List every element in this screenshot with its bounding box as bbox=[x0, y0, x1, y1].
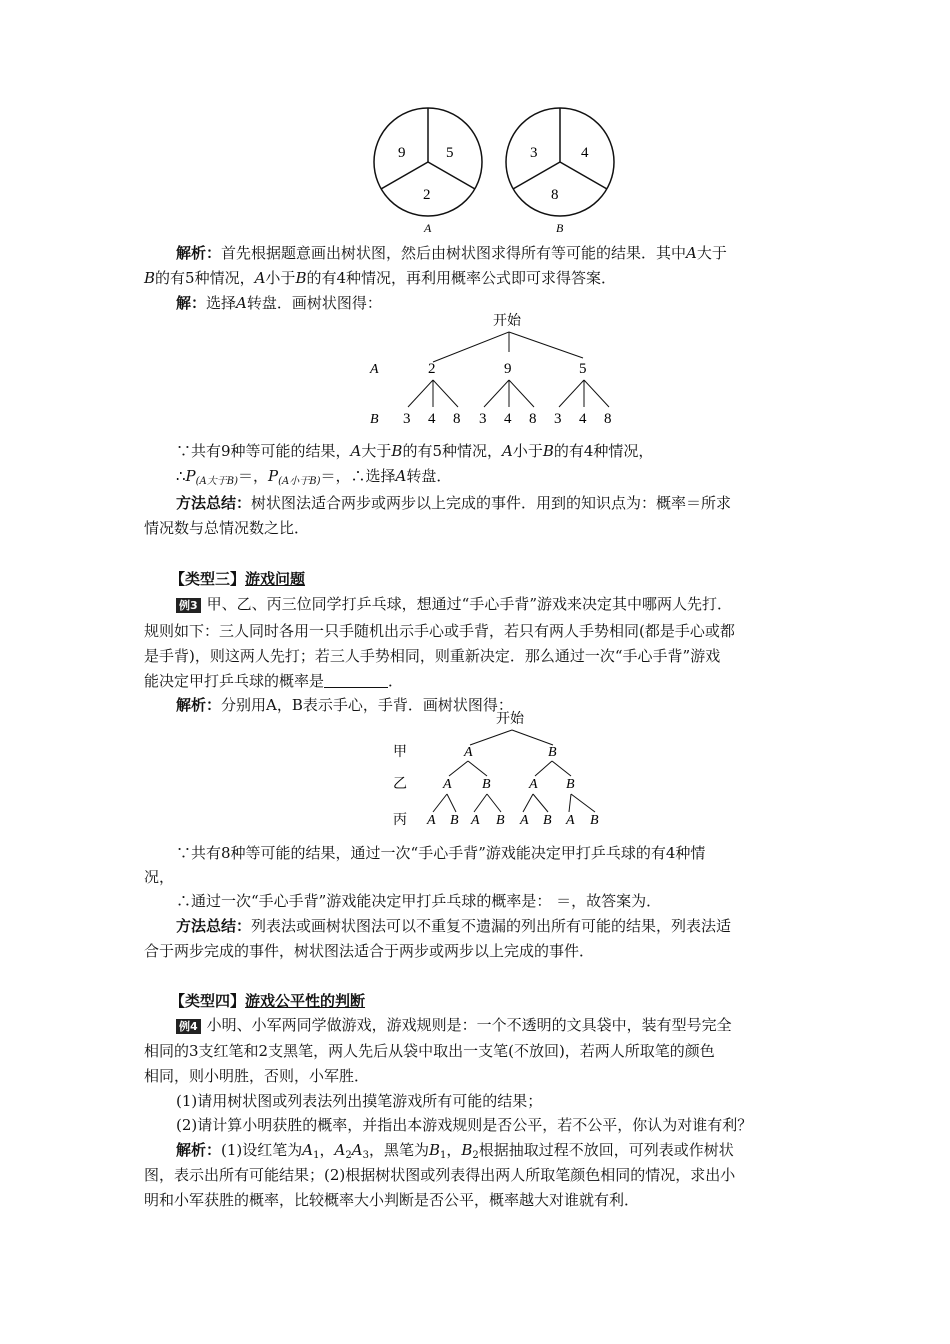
tree1-l2-node: 8 bbox=[529, 411, 537, 427]
tree-diagram-spinner bbox=[0, 310, 950, 430]
type3-question-line3: 是手背)，则这两人先打；若三人手势相同，则重新决定．那么通过一次“手心手背”游戏 bbox=[144, 647, 721, 665]
tree1-l2-node: 3 bbox=[554, 411, 562, 427]
ex2-result-line1: ∵共有9种等可能的结果，A大于B的有5种情况，A小于B的有4种情况， bbox=[176, 442, 654, 460]
tree1-l1-node: 2 bbox=[428, 361, 436, 377]
tree1-l2-node: 4 bbox=[428, 411, 436, 427]
spinner-a-number-2: 5 bbox=[446, 145, 454, 161]
spinner-a bbox=[374, 108, 482, 235]
tree1-l1-node: 9 bbox=[504, 361, 512, 377]
tree2-l2-node: B bbox=[566, 777, 575, 792]
tree2-row3-label: 丙 bbox=[393, 813, 407, 828]
ex2-result-line2: $\therefore P_{(A大于B)}=$，$P_{(A小于B)}=$，∴选择A转盘． bbox=[176, 467, 452, 487]
tree2-row2-label: 乙 bbox=[393, 777, 407, 792]
tree-diagram-hands bbox=[0, 708, 950, 833]
tree1-row-b-label: B bbox=[370, 412, 379, 427]
type4-question-line2: 相同的3支红笔和2支黑笔，两人先后从袋中取出一支笔(不放回)，若两人所取笔的颜色 bbox=[144, 1042, 715, 1060]
ex2-analysis-line1: 解析：首先根据题意画出树状图，然后由树状图求得所有等可能的结果．其中A大于 bbox=[176, 244, 727, 262]
spinner-a-label: A bbox=[424, 221, 432, 235]
type3-result-line2: 况， bbox=[144, 868, 175, 886]
type3-question-line2: 规则如下：三人同时各用一只手随机出示手心或手背，若只有两人手势相同(都是手心或都 bbox=[144, 622, 735, 640]
tree1-root: 开始 bbox=[493, 314, 521, 329]
tree1-l1-node: 5 bbox=[579, 361, 587, 377]
type3-heading: 【类型三】游戏问题 bbox=[170, 570, 306, 588]
tree2-row1-label: 甲 bbox=[393, 745, 407, 760]
tree1-l2-node: 8 bbox=[604, 411, 612, 427]
tree1-l2-node: 8 bbox=[453, 411, 461, 427]
tree2-l3-node: B bbox=[450, 813, 459, 828]
type3-result-line1: ∵共有8种等可能的结果，通过一次“手心手背”游戏能决定甲打乒乓球的有4种情 bbox=[176, 844, 706, 862]
tree2-l2-node: A bbox=[443, 777, 452, 792]
ex2-analysis-line2: B的有5种情况，A小于B的有4种情况，再利用概率公式即可求得答案． bbox=[144, 269, 617, 287]
example-badge: 例3 bbox=[176, 598, 201, 613]
tree2-l3-node: A bbox=[471, 813, 480, 828]
spinner-a-number-1: 9 bbox=[398, 145, 406, 161]
type3-result-line3: ∴通过一次“手心手背”游戏能决定甲打乒乓球的概率是： ＝，故答案为． bbox=[176, 892, 662, 910]
spinner-figures bbox=[0, 105, 950, 250]
spinner-b-label: B bbox=[556, 221, 564, 235]
ex2-method-line1: 方法总结：树状图法适合两步或两步以上完成的事件．用到的知识点为：概率＝所求 bbox=[176, 494, 732, 512]
type3-method-line2: 合于两步完成的事件，树状图法适合于两步或两步以上完成的事件． bbox=[144, 942, 595, 960]
tree2-l3-node: A bbox=[520, 813, 529, 828]
type3-question-line4: 能决定甲打乒乓球的概率是 ． bbox=[144, 672, 404, 690]
ex2-method-line2: 情况数与总情况数之比． bbox=[144, 519, 310, 537]
tree2-l1-node: A bbox=[464, 745, 473, 760]
tree2-l1-node: B bbox=[548, 745, 557, 760]
answer-blank bbox=[324, 673, 388, 688]
type4-heading: 【类型四】游戏公平性的判断 bbox=[170, 992, 366, 1010]
tree2-root: 开始 bbox=[496, 712, 524, 727]
example-badge: 例4 bbox=[176, 1019, 201, 1034]
tree2-l3-node: B bbox=[543, 813, 552, 828]
tree2-l3-node: B bbox=[496, 813, 505, 828]
type3-question-line1: 例3 甲、乙、丙三位同学打乒乓球，想通过“手心手背”游戏来决定其中哪两人先打． bbox=[176, 593, 732, 615]
type3-analysis: 解析：分别用A，B表示手心，手背．画树状图得： bbox=[176, 696, 513, 714]
type3-method-line1: 方法总结：列表法或画树状图法可以不重复不遗漏的列出所有可能的结果，列表法适 bbox=[176, 917, 732, 935]
type4-analysis-line3: 明和小军获胜的概率，比较概率大小判断是否公平，概率越大对谁就有利． bbox=[144, 1191, 640, 1209]
type4-question-line1: 例4 小明、小军两同学做游戏，游戏规则是：一个不透明的文具袋中，装有型号完全 bbox=[176, 1014, 732, 1036]
type4-analysis-line1: 解析：(1)设红笔为$A_1$，$A_2A_3$，黑笔为$B_1$，$B_2$根据抽取过程不放回，可列表或作树状 bbox=[176, 1141, 734, 1161]
type4-analysis-line2: 图，表示出所有可能结果；(2)根据树状图或列表得出两人所取笔颜色相同的情况，求出小 bbox=[144, 1166, 736, 1184]
tree2-l3-node: A bbox=[566, 813, 575, 828]
spinner-a-number-3: 2 bbox=[423, 187, 431, 203]
tree2-l3-node: B bbox=[590, 813, 599, 828]
spinner-b bbox=[506, 108, 614, 235]
type4-question-line3: 相同，则小明胜，否则，小军胜． bbox=[144, 1067, 370, 1085]
spinner-b-number-1: 3 bbox=[530, 145, 538, 161]
tree1-row-a-label: A bbox=[370, 362, 379, 377]
tree1-l2-node: 3 bbox=[403, 411, 411, 427]
tree1-l2-node: 4 bbox=[504, 411, 512, 427]
ex2-solution: 解：选择A转盘．画树状图得： bbox=[176, 294, 382, 312]
type4-question-part1: (1)请用树状图或列表法列出摸笔游戏所有可能的结果； bbox=[176, 1092, 543, 1110]
tree2-l2-node: A bbox=[529, 777, 538, 792]
tree2-l2-node: B bbox=[482, 777, 491, 792]
spinner-b-number-3: 8 bbox=[551, 187, 559, 203]
spinner-b-number-2: 4 bbox=[581, 145, 589, 161]
tree1-l2-node: 4 bbox=[579, 411, 587, 427]
tree2-l3-node: A bbox=[427, 813, 436, 828]
tree1-l2-node: 3 bbox=[479, 411, 487, 427]
type4-question-part2: (2)请计算小明获胜的概率，并指出本游戏规则是否公平，若不公平，你认为对谁有利？ bbox=[176, 1116, 753, 1134]
